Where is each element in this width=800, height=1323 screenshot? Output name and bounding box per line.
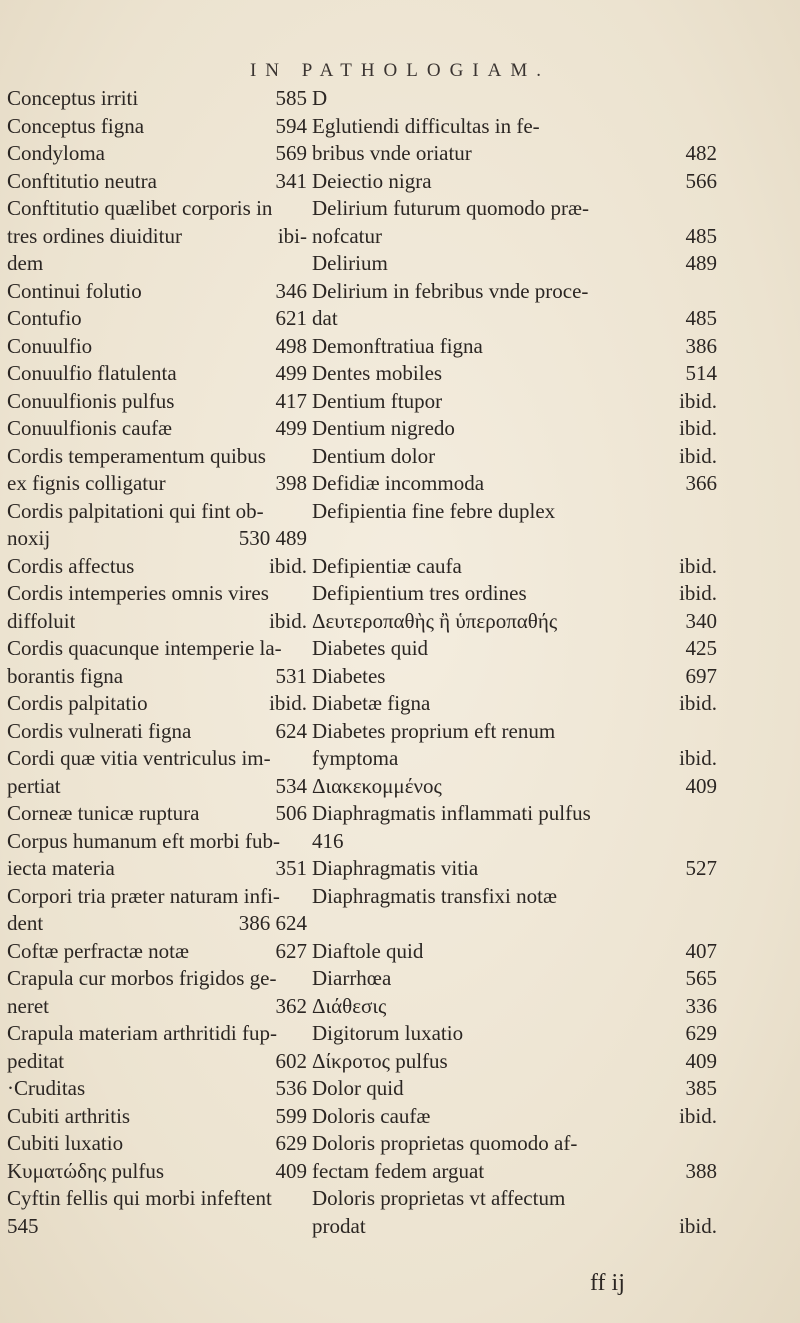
index-entry <box>7 470 307 498</box>
entry-page-ref: ibid. <box>679 691 717 715</box>
entry-term: Diaphragmatis inflammati pulfus <box>312 801 591 825</box>
entry-term: Κυματώδης pulfus <box>7 1158 165 1183</box>
index-entry <box>312 1213 717 1241</box>
index-entry <box>312 938 717 966</box>
entry-term: Corpori tria præter naturam infi- <box>7 883 280 908</box>
index-entry <box>312 1020 717 1048</box>
entry-term: Dentes mobiles <box>312 361 443 385</box>
index-entry <box>312 883 717 911</box>
index-entry <box>7 1020 307 1048</box>
index-entry <box>312 1158 717 1186</box>
entry-page-ref: 565 <box>685 966 717 990</box>
entry-term: D <box>312 86 328 110</box>
entry-term: Defipientiæ caufa <box>312 553 462 578</box>
entry-page-ref: 385 <box>685 1076 717 1100</box>
entry-term: peditat <box>7 1048 65 1073</box>
index-entry <box>312 278 717 306</box>
entry-term: Cubiti luxatio <box>7 1131 124 1155</box>
entry-term: Dentium ftupor <box>312 388 443 413</box>
entry-term: Δευτεροπαθὴς ἢ ὑπεροπαθής <box>312 608 558 633</box>
entry-term: Delirium <box>312 251 388 275</box>
entry-page-ref: ibid. <box>679 746 717 770</box>
entry-term: Contufio <box>7 306 82 330</box>
index-entry <box>312 663 717 691</box>
entry-term: prodat <box>312 1213 366 1238</box>
entry-term: nofcatur <box>312 223 382 248</box>
entry-page-ref: 499 <box>275 416 307 440</box>
entry-page-ref: ibid. <box>269 608 307 633</box>
entry-term: Doloris proprietas vt affectum <box>312 1186 566 1210</box>
index-entry <box>312 305 717 333</box>
entry-term: 545 <box>7 1213 39 1238</box>
entry-page-ref: 341 <box>275 168 307 193</box>
entry-page-ref: 366 <box>685 471 717 495</box>
entry-page-ref: 602 <box>275 1048 307 1073</box>
index-entry <box>312 113 717 141</box>
index-entry <box>7 168 307 196</box>
index-entry <box>7 663 307 691</box>
entry-term: Crapula cur morbos frigidos ge- <box>7 966 277 990</box>
entry-term: tres ordines diuiditur <box>7 223 182 248</box>
entry-page-ref: 499 <box>275 361 307 385</box>
index-entry <box>312 910 717 938</box>
entry-term: pertiat <box>7 773 61 798</box>
index-entry <box>312 828 717 856</box>
entry-term: Doloris caufæ <box>312 1103 431 1128</box>
entry-page-ref: 599 <box>275 1103 307 1128</box>
entry-term: Conuulfio flatulenta <box>7 361 177 385</box>
index-entry <box>7 553 307 581</box>
index-entry <box>7 773 307 801</box>
entry-page-ref: 594 <box>275 113 307 138</box>
index-entry <box>312 388 717 416</box>
index-entry <box>7 828 307 856</box>
entry-term: Conuulfio <box>7 333 93 358</box>
entry-term: Eglutiendi difficultas in fe- <box>312 113 540 138</box>
entry-term: Defipientia fine febre duplex <box>312 498 556 523</box>
index-entry <box>312 855 717 883</box>
index-entry <box>312 718 717 746</box>
entry-term: Diabetes <box>312 663 386 688</box>
index-entry <box>7 333 307 361</box>
entry-term: fectam fedem arguat <box>312 1158 485 1183</box>
entry-page-ref: 629 <box>275 1131 307 1155</box>
index-entry <box>7 195 307 223</box>
entry-page-ref: ibid. <box>269 691 307 715</box>
entry-term: dent <box>7 911 44 935</box>
entry-page-ref: 485 <box>685 306 717 330</box>
index-entry <box>7 1130 307 1158</box>
running-header: IN PATHOLOGIAM. <box>249 60 551 81</box>
entry-term: Cubiti arthritis <box>7 1103 131 1128</box>
entry-page-ref: 624 <box>275 718 307 743</box>
index-entry <box>312 553 717 581</box>
index-entry <box>7 250 307 278</box>
entry-page-ref: 336 <box>685 993 717 1018</box>
index-entry <box>312 635 717 663</box>
index-entry <box>312 470 717 498</box>
index-entry <box>7 690 307 718</box>
entry-term: ex fignis colligatur <box>7 471 166 495</box>
index-entry <box>312 1075 717 1103</box>
entry-page-ref: ibid. <box>679 443 717 468</box>
index-entry <box>7 223 307 251</box>
index-entry <box>7 1158 307 1186</box>
entry-term: Conftitutio neutra <box>7 168 157 193</box>
entry-term: Continui folutio <box>7 278 142 303</box>
entry-page-ref: 417 <box>275 388 307 413</box>
index-column-left <box>7 85 307 1240</box>
entry-page-ref: 527 <box>685 856 717 880</box>
entry-term: fymptoma <box>312 746 399 770</box>
entry-term: Diaftole quid <box>312 938 424 963</box>
entry-term: Dentium dolor <box>312 443 436 468</box>
entry-page-ref: 425 <box>685 636 717 660</box>
entry-term: Deiectio nigra <box>312 168 432 193</box>
entry-page-ref: ibid. <box>269 553 307 578</box>
index-entry <box>312 800 717 828</box>
index-entry <box>7 718 307 746</box>
entry-term: Conftitutio quælibet corporis in <box>7 196 273 220</box>
entry-page-ref: 340 <box>685 608 717 633</box>
entry-term: Cordis quacunque intemperie la- <box>7 636 282 660</box>
index-entry <box>7 388 307 416</box>
entry-term: Doloris proprietas quomodo af- <box>312 1131 578 1155</box>
entry-page-ref: 482 <box>685 141 717 165</box>
index-entry <box>312 690 717 718</box>
entry-page-ref: 388 <box>685 1158 717 1183</box>
entry-term: 416 <box>312 828 344 853</box>
entry-term: Crapula materiam arthritidi fup- <box>7 1021 277 1045</box>
entry-term: Digitorum luxatio <box>312 1021 464 1045</box>
entry-page-ref: 627 <box>275 938 307 963</box>
index-entry <box>7 883 307 911</box>
index-entry <box>312 333 717 361</box>
index-entry <box>7 580 307 608</box>
entry-term: Demonftratiua figna <box>312 333 483 358</box>
entry-page-ref: 409 <box>275 1158 307 1183</box>
index-entry <box>7 525 307 553</box>
entry-page-ref: 514 <box>685 361 717 385</box>
entry-page-ref: 351 <box>275 856 307 880</box>
entry-term: bribus vnde oriatur <box>312 141 472 165</box>
entry-page-ref: ibid. <box>679 581 717 605</box>
entry-page-ref: 398 <box>275 471 307 495</box>
index-entry <box>312 415 717 443</box>
entry-term: ·Cruditas <box>7 1076 86 1100</box>
entry-term: Conceptus irriti <box>7 86 139 110</box>
index-entry <box>7 910 307 938</box>
index-entry <box>7 140 307 168</box>
entry-page-ref: 409 <box>685 1048 717 1073</box>
entry-page-ref: 485 <box>685 223 717 248</box>
entry-term: Cordis palpitatio <box>7 691 148 715</box>
entry-page-ref: ibid. <box>679 416 717 440</box>
entry-page-ref: 531 <box>275 663 307 688</box>
entry-term: diffoluit <box>7 608 76 633</box>
index-entry <box>7 993 307 1021</box>
entry-term: Διάθεσις <box>312 993 387 1018</box>
index-entry <box>7 85 307 113</box>
index-entry <box>312 525 717 553</box>
index-entry <box>312 223 717 251</box>
entry-page-ref: 498 <box>275 333 307 358</box>
entry-page-ref: ibi- <box>277 223 307 248</box>
entry-term: Diabetæ figna <box>312 691 431 715</box>
index-entry <box>7 800 307 828</box>
entry-term: borantis figna <box>7 663 124 688</box>
index-entry <box>312 965 717 993</box>
index-entry <box>7 635 307 663</box>
entry-term: Diabetes proprium eft renum <box>312 718 556 743</box>
index-entry <box>312 608 717 636</box>
entry-term: Cordis vulnerati figna <box>7 718 192 743</box>
entry-term: Conceptus figna <box>7 113 145 138</box>
entry-page-ref: 386 624 <box>238 911 307 935</box>
entry-page-ref: 409 <box>685 773 717 798</box>
index-entry <box>312 773 717 801</box>
index-entry <box>7 305 307 333</box>
entry-page-ref: 346 <box>275 278 307 303</box>
index-entry <box>7 1048 307 1076</box>
entry-term: Defipientium tres ordines <box>312 581 527 605</box>
index-entry <box>7 745 307 773</box>
entry-page-ref: 489 <box>685 251 717 275</box>
index-column-right <box>312 85 717 1240</box>
entry-page-ref: 407 <box>685 938 717 963</box>
entry-page-ref: 621 <box>275 306 307 330</box>
entry-term: Cordis intemperies omnis vires <box>7 581 269 605</box>
index-entry <box>312 745 717 773</box>
entry-term: Coftæ perfractæ notæ <box>7 938 189 963</box>
entry-page-ref: 386 <box>685 333 717 358</box>
index-entry <box>7 608 307 636</box>
entry-term: Corpus humanum eft morbi fub- <box>7 828 280 853</box>
index-entry <box>312 580 717 608</box>
entry-term: dat <box>312 306 338 330</box>
index-entry <box>7 415 307 443</box>
entry-page-ref: 569 <box>275 141 307 165</box>
index-entry <box>7 1213 307 1241</box>
index-entry <box>7 360 307 388</box>
entry-term: Dentium nigredo <box>312 416 455 440</box>
entry-term: Diaphragmatis transfixi notæ <box>312 883 557 908</box>
entry-term: Diaphragmatis vitia <box>312 856 479 880</box>
entry-term: Delirium futurum quomodo præ- <box>312 196 590 220</box>
entry-page-ref: ibid. <box>679 388 717 413</box>
index-entry <box>7 113 307 141</box>
entry-term: Cordi quæ vitia ventriculus im- <box>7 746 271 770</box>
index-entry <box>312 250 717 278</box>
entry-term: Cordis affectus <box>7 553 135 578</box>
entry-term: Διακεκομμένος <box>312 773 442 798</box>
index-entry <box>7 855 307 883</box>
entry-page-ref: ibid. <box>679 1103 717 1128</box>
index-entry <box>312 1185 717 1213</box>
index-entry <box>7 965 307 993</box>
index-entry <box>312 993 717 1021</box>
entry-page-ref: 566 <box>685 168 717 193</box>
index-entry <box>7 938 307 966</box>
entry-page-ref: ibid. <box>679 553 717 578</box>
entry-page-ref: 585 <box>275 86 307 110</box>
index-entry <box>312 1048 717 1076</box>
entry-page-ref: 536 <box>275 1076 307 1100</box>
entry-page-ref: 530 489 <box>238 526 307 550</box>
entry-page-ref: 506 <box>275 801 307 825</box>
entry-term: Cordis palpitationi qui fint ob- <box>7 498 264 523</box>
entry-term: Δίκροτος pulfus <box>312 1048 448 1073</box>
index-entry <box>312 1130 717 1158</box>
entry-term: iecta materia <box>7 856 115 880</box>
index-entry <box>7 443 307 471</box>
index-entry <box>7 498 307 526</box>
entry-term: Conuulfionis caufæ <box>7 416 173 440</box>
entry-page-ref: 629 <box>685 1021 717 1045</box>
entry-term: Cyftin fellis qui morbi infeftent <box>7 1186 272 1210</box>
entry-term: Diabetes quid <box>312 636 429 660</box>
signature-mark: ff ij <box>590 1270 625 1296</box>
index-entry <box>312 85 717 113</box>
index-entry <box>7 1103 307 1131</box>
entry-page-ref: 362 <box>275 993 307 1018</box>
entry-term: Corneæ tunicæ ruptura <box>7 801 200 825</box>
index-entry <box>7 1075 307 1103</box>
entry-term: Diarrhœa <box>312 966 392 990</box>
index-entry <box>312 140 717 168</box>
entry-term: Delirium in febribus vnde proce- <box>312 278 589 303</box>
entry-term: Defidiæ incommoda <box>312 471 485 495</box>
entry-term: Dolor quid <box>312 1076 404 1100</box>
entry-term: Condyloma <box>7 141 105 165</box>
entry-term: neret <box>7 993 49 1018</box>
index-entry <box>312 168 717 196</box>
entry-term: noxij <box>7 526 51 550</box>
index-entry <box>312 498 717 526</box>
entry-page-ref: 697 <box>685 663 717 688</box>
index-entry <box>312 443 717 471</box>
entry-term: Cordis temperamentum quibus <box>7 443 266 468</box>
index-entry <box>7 1185 307 1213</box>
entry-page-ref: ibid. <box>679 1213 717 1238</box>
index-entry <box>312 195 717 223</box>
entry-page-ref: 534 <box>275 773 307 798</box>
index-entry <box>7 278 307 306</box>
entry-term: dem <box>7 251 44 275</box>
index-entry <box>312 360 717 388</box>
entry-term: Conuulfionis pulfus <box>7 388 175 413</box>
index-entry <box>312 1103 717 1131</box>
